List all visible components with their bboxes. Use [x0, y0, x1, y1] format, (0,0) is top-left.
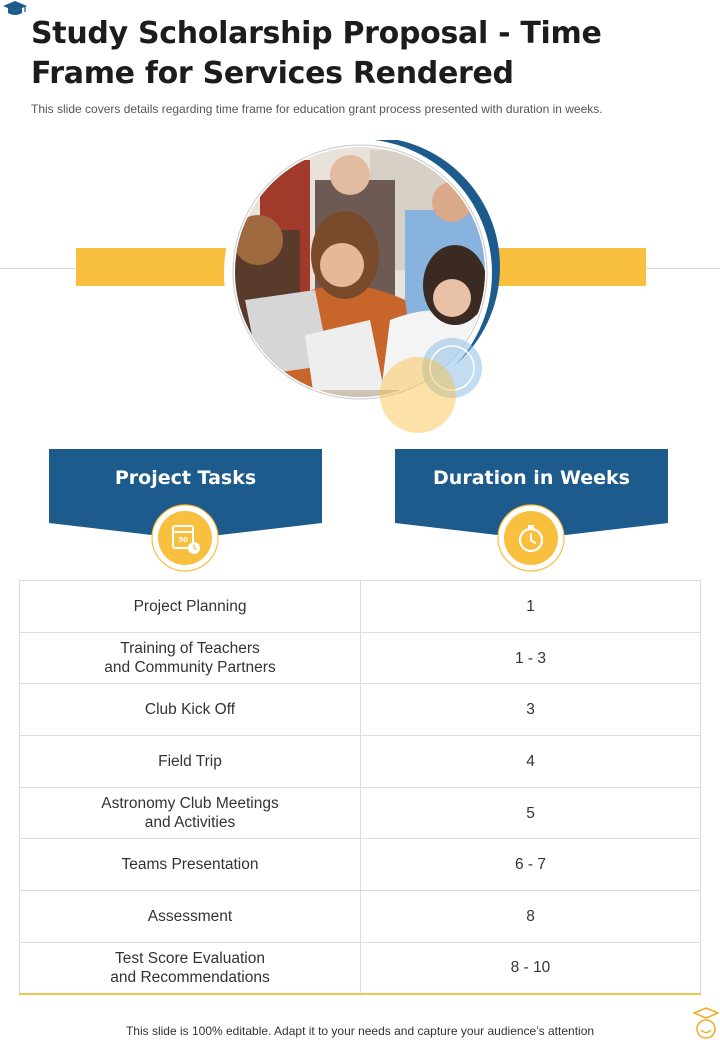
duration-header-label: Duration in Weeks: [433, 467, 630, 489]
task-cell: Teams Presentation: [20, 839, 361, 891]
tasks-header-label: Project Tasks: [114, 467, 257, 489]
duration-cell: 8 - 10: [361, 942, 701, 994]
table-row: [20, 632, 701, 684]
calendar-icon: [150, 503, 220, 573]
svg-text:30: 30: [178, 536, 188, 544]
table-row: [20, 684, 701, 736]
task-cell: Field Trip: [20, 736, 361, 788]
duration-cell: 5: [361, 787, 701, 839]
task-cell: Assessment: [20, 891, 361, 943]
duration-cell: 4: [361, 736, 701, 788]
table-row: [20, 839, 701, 891]
footer-note: This slide is 100% editable. Adapt it to your needs and capture your audience’s attention: [125, 1024, 595, 1038]
task-cell: Project Planning: [20, 581, 361, 633]
graduate-logo-icon: [693, 1006, 719, 1040]
task-cell: Test Score Evaluation and Recommendations: [20, 942, 361, 994]
page-title: Study Scholarship Proposal - Time Frame for Services Rendered: [31, 16, 602, 91]
accent-bar-left: [76, 248, 236, 286]
table-row: [20, 581, 701, 633]
accent-bar-right: [486, 248, 646, 286]
duration-cell: 3: [361, 684, 701, 736]
duration-cell: 1: [361, 581, 701, 633]
stopwatch-icon: [496, 503, 566, 573]
task-cell: Training of Teachers and Community Partners: [20, 632, 361, 684]
table-row: [20, 891, 701, 943]
table-row: [20, 736, 701, 788]
duration-cell: 6 - 7: [361, 839, 701, 891]
table-row: [20, 942, 701, 994]
students-photo: [220, 140, 510, 440]
page-subtitle: This slide covers details regarding time frame for education grant process presented with duration in weeks.: [31, 102, 603, 116]
table-row: [20, 787, 701, 839]
task-cell: Astronomy Club Meetings and Activities: [20, 787, 361, 839]
duration-cell: 1 - 3: [361, 632, 701, 684]
duration-cell: 8: [361, 891, 701, 943]
graduation-cap-icon: [2, 0, 28, 18]
timeframe-table: [19, 580, 701, 995]
task-cell: Club Kick Off: [20, 684, 361, 736]
